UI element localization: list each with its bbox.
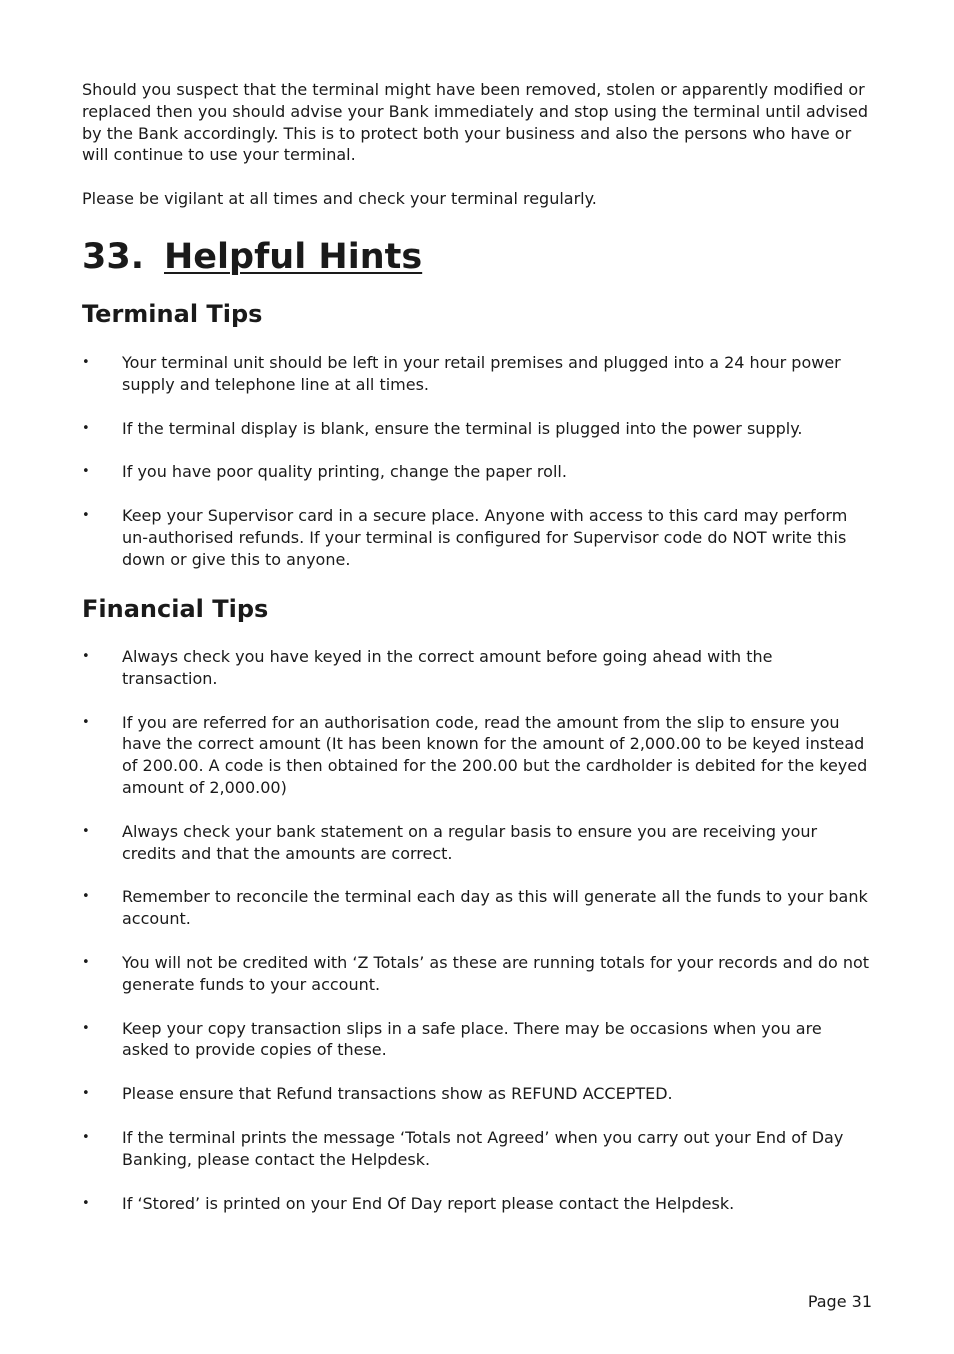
terminal-tips-heading: Terminal Tips — [82, 300, 263, 328]
bullet-icon: • — [82, 355, 90, 370]
list-item-text: Always check your bank statement on a regular basis to ensure you are receiving your credits and that the amounts are correct. — [122, 821, 818, 863]
bullet-icon: • — [82, 464, 90, 480]
intro-paragraph-2: Please be vigilant at all times and check your terminal regularly. — [82, 189, 597, 209]
list-item — [82, 952, 872, 996]
bullet-icon: • — [82, 714, 90, 730]
section-heading — [82, 232, 422, 282]
list-item — [82, 821, 872, 865]
list-item-text: If ‘Stored’ is printed on your End Of Day report please contact the Helpdesk. — [122, 1193, 735, 1213]
bullet-icon: • — [82, 1195, 90, 1211]
bullet-icon: • — [82, 1020, 90, 1036]
list-item-text: Keep your Supervisor card in a secure place. Anyone with access to this card may perform un-authorised refunds. If your terminal is configured for Supervisor code do NOT write this down or give this to anyone. — [122, 506, 848, 569]
bullet-icon: • — [82, 954, 90, 970]
intro-section — [82, 79, 872, 210]
list-item — [82, 886, 872, 930]
bullet-icon: • — [82, 508, 90, 524]
bullet-icon: • — [82, 649, 90, 664]
section-number: 33. — [82, 237, 145, 277]
list-item-text: Always check you have keyed in the correct amount before going ahead with the transaction. — [122, 647, 773, 688]
list-item-text: If you have poor quality printing, change the paper roll. — [122, 462, 567, 482]
list-item-text: Your terminal unit should be left in your retail premises and plugged into a 24 hour power supply and telephone line at all times. — [122, 353, 841, 394]
terminal-tips-list — [82, 352, 872, 593]
list-item — [82, 1083, 872, 1105]
list-item — [82, 712, 872, 799]
list-item-text: You will not be credited with ‘Z Totals’ as these are running totals for your records and do not generate funds to your account. — [122, 952, 870, 994]
list-item-text: If the terminal display is blank, ensure the terminal is plugged into the power supply. — [122, 418, 803, 438]
list-item — [82, 352, 872, 396]
bullet-icon: • — [82, 823, 90, 839]
list-item — [82, 1193, 872, 1215]
bullet-icon: • — [82, 420, 90, 436]
list-item — [82, 461, 872, 483]
list-item-text: If the terminal prints the message ‘Totals not Agreed’ when you carry out your End of Day Banking, please contact the Helpdesk. — [122, 1127, 844, 1169]
list-item-text: Please ensure that Refund transactions show as REFUND ACCEPTED. — [122, 1084, 673, 1104]
list-item-text: If you are referred for an authorisation code, read the amount from the slip to ensure you have the correct amount (It has been known for the amount of 2,000.00 to be keyed instead of 200.00. A code is then obtained for the 200.00 but the cardholder is debited for the keyed amount of 2,000.00) — [122, 712, 868, 797]
intro-paragraph-1: Should you suspect that the terminal might have been removed, stolen or apparently modified or replaced then you should advise your Bank immediately and stop using the terminal until advised by the Bank accordingly. This is to protect both your business and also the persons who have or will continue to use your terminal. — [82, 80, 869, 165]
list-item-text: Remember to reconcile the terminal each day as this will generate all the funds to your bank account. — [122, 887, 868, 929]
list-item — [82, 1127, 872, 1171]
financial-tips-list — [82, 646, 872, 1236]
bullet-icon: • — [82, 889, 90, 905]
list-item — [82, 1018, 872, 1062]
page-number: Page 31 — [807, 1292, 872, 1311]
list-item — [82, 418, 872, 440]
list-item — [82, 646, 872, 690]
list-item — [82, 505, 872, 570]
bullet-icon: • — [82, 1129, 90, 1145]
list-item-text: Keep your copy transaction slips in a safe place. There may be occasions when you are asked to provide copies of these. — [122, 1018, 822, 1060]
bullet-icon: • — [82, 1086, 90, 1102]
section-title: Helpful Hints — [164, 237, 423, 277]
financial-tips-heading: Financial Tips — [82, 595, 269, 623]
